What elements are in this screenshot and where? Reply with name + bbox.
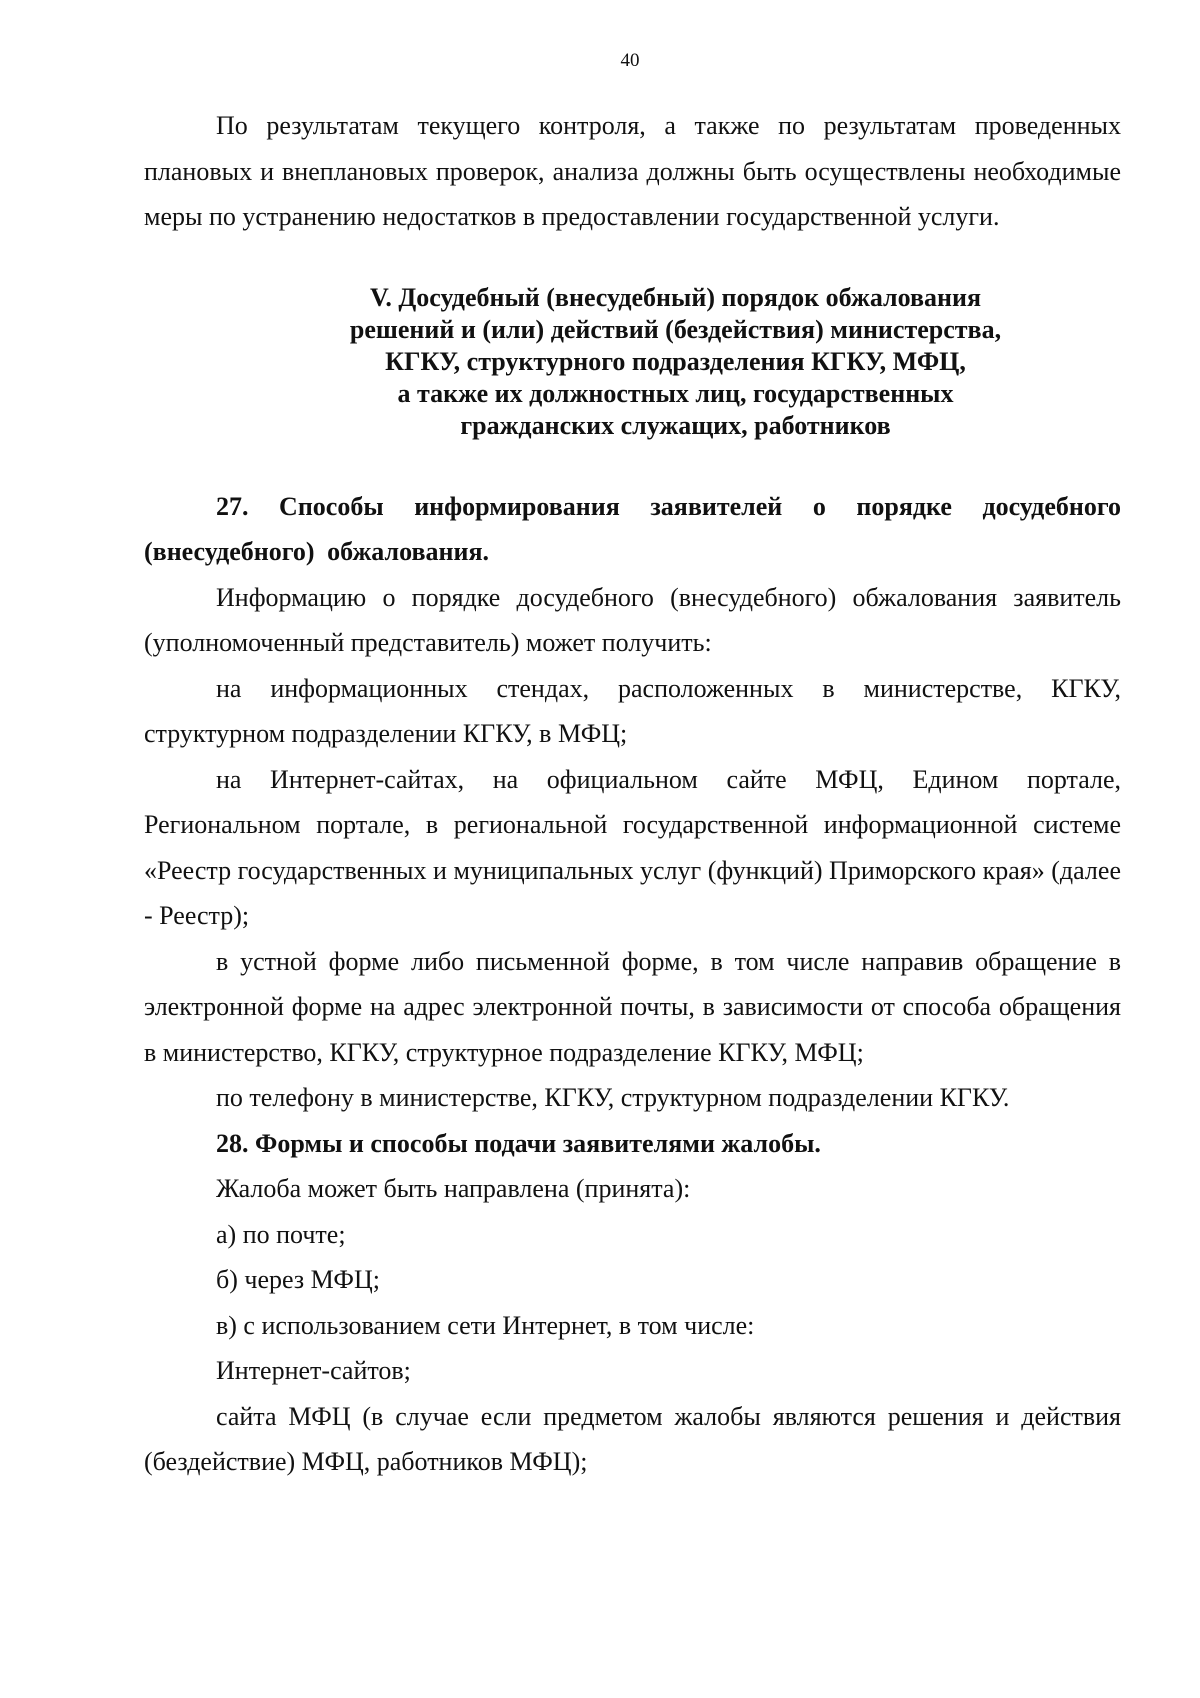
item-28-paragraph: Интернет-сайтов; <box>216 1356 411 1385</box>
item-28-heading: 28. Формы и способы подачи заявителями жалобы. <box>216 1128 821 1158</box>
intro-paragraph: По результатам текущего контроля, а также по результатам проведенных плановых и внеплановых проверок, анализа должны быть осуществлены необходимые меры по устранению недостатков в предоставлении государственной услуги. <box>144 111 1121 231</box>
item-27-paragraph: в устной форме либо письменной форме, в том числе направив обращение в электронной форме на адрес электронной почты, в зависимости от способа обращения в министерство, КГКУ, структурное подразделение КГКУ, МФЦ; <box>144 946 1121 1067</box>
item-28-paragraph: Жалоба может быть направлена (принята): <box>216 1174 691 1203</box>
page-number: 40 <box>620 50 640 71</box>
document-body <box>144 103 1121 1485</box>
item-27-paragraph: Информацию о порядке досудебного (внесудебного) обжалования заявитель (уполномоченный представитель) может получить: <box>144 582 1121 657</box>
item-28-list-item: в) с использованием сети Интернет, в том числе: <box>216 1310 755 1340</box>
section-title-line: V. Досудебный (внесудебный) порядок обжалования <box>369 282 982 312</box>
item-27-paragraph: на Интернет-сайтах, на официальном сайте МФЦ, Едином портале, Региональном портале, в региональной государственной информационной системе «Реестр государственных и муниципальных услуг (функций) Приморского края» (далее - Реестр); <box>144 764 1121 930</box>
item-28-list-item: б) через МФЦ; <box>216 1265 380 1294</box>
item-27-paragraph: по телефону в министерстве, КГКУ, структурном подразделении КГКУ. <box>216 1083 1010 1112</box>
section-title-line: гражданских служащих, работников <box>460 410 891 440</box>
item-28-paragraph: сайта МФЦ (в случае если предметом жалобы являются решения и действия (бездействие) МФЦ, работников МФЦ); <box>144 1401 1121 1476</box>
section-title-line: решений и (или) действий (бездействия) министерства, <box>349 314 1002 344</box>
section-title-line: КГКУ, структурного подразделения КГКУ, МФЦ, <box>385 346 966 376</box>
section-title <box>144 282 1121 442</box>
item-27-paragraph: на информационных стендах, расположенных в министерстве, КГКУ, структурном подразделении КГКУ, в МФЦ; <box>144 673 1121 748</box>
item-27-heading: 27. Способы информирования заявителей о порядке досудебного (внесудебного) обжалования. <box>144 491 1121 566</box>
section-title-line: а также их должностных лиц, государственных <box>397 378 954 408</box>
item-28-list-item: а) по почте; <box>216 1219 346 1249</box>
